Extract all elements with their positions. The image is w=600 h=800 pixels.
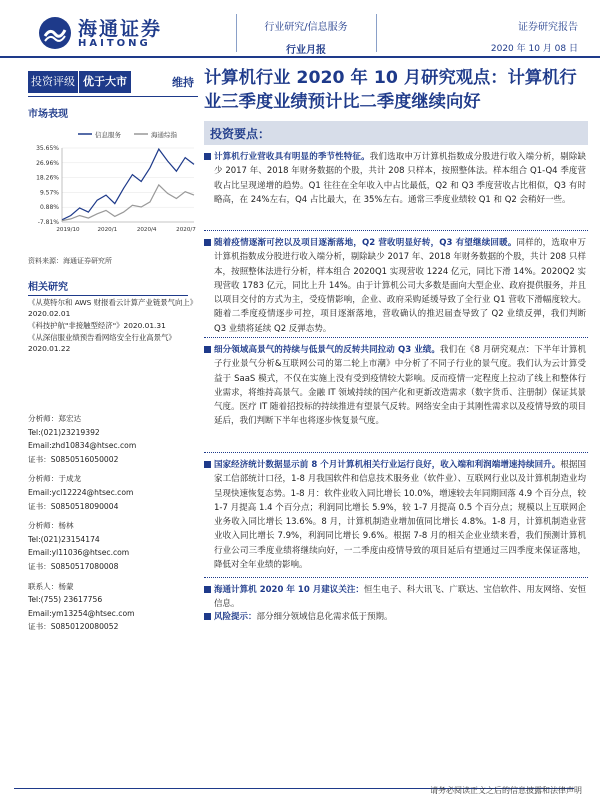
section-divider [204, 577, 588, 578]
report-header [0, 0, 600, 62]
market-performance-chart [28, 126, 198, 246]
chart-source: 资料来源：海通证券研究所 [28, 257, 112, 265]
related-research-list [28, 297, 198, 354]
industry-category: 行业研究/信息服务 [264, 22, 348, 33]
key-point [214, 150, 586, 207]
legend-label: 信息服务 [95, 131, 121, 139]
section-divider [204, 230, 588, 231]
header-divider [376, 14, 377, 52]
related-research-item: 《科技护航"非接触型经济"》2020.01.31 [28, 321, 166, 330]
brand-logo [38, 14, 188, 54]
report-kind: 行业月报 [286, 45, 326, 56]
analyst-contact: Tel:(021)23154174 [28, 534, 100, 544]
y-tick-label: -7.81% [37, 219, 59, 226]
report-type: 证券研究报告 [518, 22, 578, 33]
key-point-body: 部分细分领域信息化需求低于预期。 [256, 612, 393, 622]
key-point-heading: 海通计算机 2020 年 10 月建议关注： [214, 585, 364, 595]
investment-rating [28, 70, 198, 94]
analyst-contact: 证书：S0850120080052 [28, 622, 119, 632]
section-divider [204, 337, 588, 338]
key-point [214, 610, 586, 624]
y-tick-label: 9.57% [39, 189, 59, 197]
legend-label: 海通综指 [151, 131, 177, 139]
key-point-heading: 细分领域高景气的持续与低景气的反转共同拉动 Q3 业绩。 [214, 345, 441, 355]
key-points-header: 投资要点： [204, 121, 588, 145]
report-title: 计算机行业 2020 年 10 月研究观点：计算机行业三季度业绩预计比二季度继续向好 [204, 68, 577, 112]
key-point-heading: 国家经济统计数据显示前 8 个月计算机相关行业运行良好，收入端和利润端增速持续回升。 [214, 460, 561, 470]
analyst-contact: Tel:(021)23219392 [28, 427, 100, 437]
disclaimer-note: 请务必阅读正文之后的信息披露和法律声明 [430, 786, 582, 795]
brand-name-en: HAITONG [78, 38, 151, 49]
key-point-body: 我们在《8 月研究观点：下半年计算机子行业景气分析&互联网公司的第二轮上市潮》中分析了不同子行业的景气度。我们认为云计算受益于 SaaS 模式，不仅在实施上没有受到疫情较大影响。反而疫情一定程度上拉动了线上和整体行业需求，将维持高景气。金融 IT 领域持续的国产化和更新改造需求（数字货币、注册制）保证其景气度。医疗 IT 随着招投标的持续推进有望景气反转。网络安全由于其刚性需求以及疫情导致的项目延后，我们判断下半年也将逐步恢复景气度。 [214, 345, 586, 427]
header-rule [0, 56, 600, 58]
key-point [214, 583, 586, 612]
analyst-name: 联系人：杨蒙 [28, 581, 74, 591]
bullet-square-icon [204, 346, 211, 353]
analyst-contact: 证书：S0850516050002 [28, 454, 119, 464]
analyst-name: 分析师：郑宏达 [28, 414, 82, 423]
key-point-body: 我们选取申万计算机指数成分股进行收入端分析，剔除缺少 2017 年、2018 年财务数据的个股，共计 208 只样本，按照整体法。样本组合 Q1-Q4 季度营收占比呈现递增的趋势。Q1 往往在全年收入中占比最低，Q2 和 Q3 季度营收占比相似，Q3 有时略高，在 24%左右，Q4 占比最大，在 35%左右。通常三季度业绩较 Q1 和 Q2 会稍好一些。 [214, 152, 586, 205]
series-line-haitong-index [62, 185, 194, 221]
key-point-body: 根据国家工信部统计口径，1-8 月我国软件和信息技术服务业（软件业）、互联网行业以及计算机制造业均呈现快速恢复态势。1-8 月：软件业收入同比增长 10.0%，增速较去年同期回落 4.9 个百分点，较 1-7 月提高 1.4 个百分点；利润同比增长 5.9%，较 1-7 月提高 0.5 个百分点；规模以上互联网企业务收入同比增长 13.6%。8 月，计算机制造业增加值同比增长 4.8%。1-8 月，计算机制造业营业收入同比增长 7.9%，利润同比增长 9.6%。根据 7-8 月的相关企业业绩来看，我们预测计算机行业公司三季度业绩将继续向好，一二季度由疫情导致的项目延后有望通过三四季度来保证落地，降低对全年业绩的影响。 [214, 460, 586, 571]
y-tick-label: 26.96% [36, 159, 59, 167]
key-point-heading: 计算机行业营收具有明显的季节性特征。 [214, 152, 370, 162]
header-meta [491, 18, 578, 54]
analyst-contact: 证书：S0850517080008 [28, 561, 119, 571]
key-point-body: 恒生电子、科大讯飞、广联达、宝信软件、用友网络、安恒信息。 [214, 585, 586, 610]
section-divider [204, 452, 588, 453]
header-category [236, 18, 376, 56]
analyst-contact: 证书：S0850518090004 [28, 501, 119, 511]
analyst-name: 分析师：杨林 [28, 521, 74, 531]
key-point-heading: 随着疫情逐渐可控以及项目逐渐落地，Q2 营收明显好转，Q3 有望继续回暖。 [214, 238, 517, 248]
brand-name-cn: 海通证券 [78, 18, 163, 40]
rating-rule [28, 96, 198, 97]
rating-label: 投资评级 [28, 71, 78, 93]
analyst-contact: Email:yl11036@htsec.com [28, 548, 130, 558]
analyst-list [28, 412, 198, 634]
analyst-name: 分析师：于成龙 [28, 474, 82, 484]
sidebar [28, 70, 198, 634]
y-tick-label: 0.88% [39, 204, 59, 212]
bullet-square-icon [204, 613, 211, 620]
x-tick-label: 2019/10 [56, 227, 80, 233]
related-research-rule [28, 295, 188, 296]
haitong-logo-icon [38, 16, 72, 50]
key-point-heading: 风险提示： [214, 612, 257, 622]
y-tick-label: 18.26% [36, 174, 59, 182]
bullet-square-icon [204, 461, 211, 468]
footer [0, 788, 600, 800]
rating-change: 维持 [172, 76, 194, 89]
rating-value: 优于大市 [78, 71, 131, 93]
key-point [214, 458, 586, 572]
analyst-contact: Email:ym13254@htsec.com [28, 608, 135, 618]
related-research-item: 《从莫特尔和 AWS 财报看云计算产业链景气向上》2020.02.01 [28, 298, 198, 318]
bullet-square-icon [204, 586, 211, 593]
report-date: 2020 年 10 月 08 日 [490, 44, 578, 54]
x-tick-label: 2020/4 [136, 227, 157, 233]
analyst-contact: Email:ycl12224@htsec.com [28, 487, 134, 497]
x-tick-label: 2020/1 [97, 227, 118, 233]
y-tick-label: 35.65% [36, 145, 59, 152]
key-point-body: 同样的，选取申万计算机指数成分股进行收入端分析，剔除缺少 2017 年、2018 年财务数据的个股，共计 208 只样本，按照整体法进行分析，样本组合 2020Q1 实现营收 1224 亿元，同比下滑 14%。2020Q2 实现营收 1783 亿元，同比上升 14%。由于计算机公司大多数是面向大型企业、政府提供服务，并且以项目交付的方式为主，受疫情影响，企业、政府采购延缓导致了全行业 Q1 营收下滑幅度较大。随着二季度疫情逐步可控，项目逐渐落地，营收确认的推迟届查导致了 Q2 业绩反弹，我们判断 Q3 业绩将延续 Q2 反弹态势。 [214, 238, 586, 334]
related-research-title: 相关研究 [28, 282, 68, 293]
key-point [214, 236, 586, 336]
related-research-item: 《从深信服业绩预告看网络安全行业高景气》2020.01.22 [28, 333, 176, 353]
key-point [214, 343, 586, 429]
x-tick-label: 2020/7 [176, 227, 196, 233]
market-performance-title: 市场表现 [28, 109, 68, 120]
bullet-square-icon [204, 239, 211, 246]
bullet-square-icon [204, 153, 211, 160]
analyst-contact: Tel:(755) 23617756 [28, 595, 103, 605]
analyst-contact: Email:zhd10834@htsec.com [28, 441, 137, 451]
